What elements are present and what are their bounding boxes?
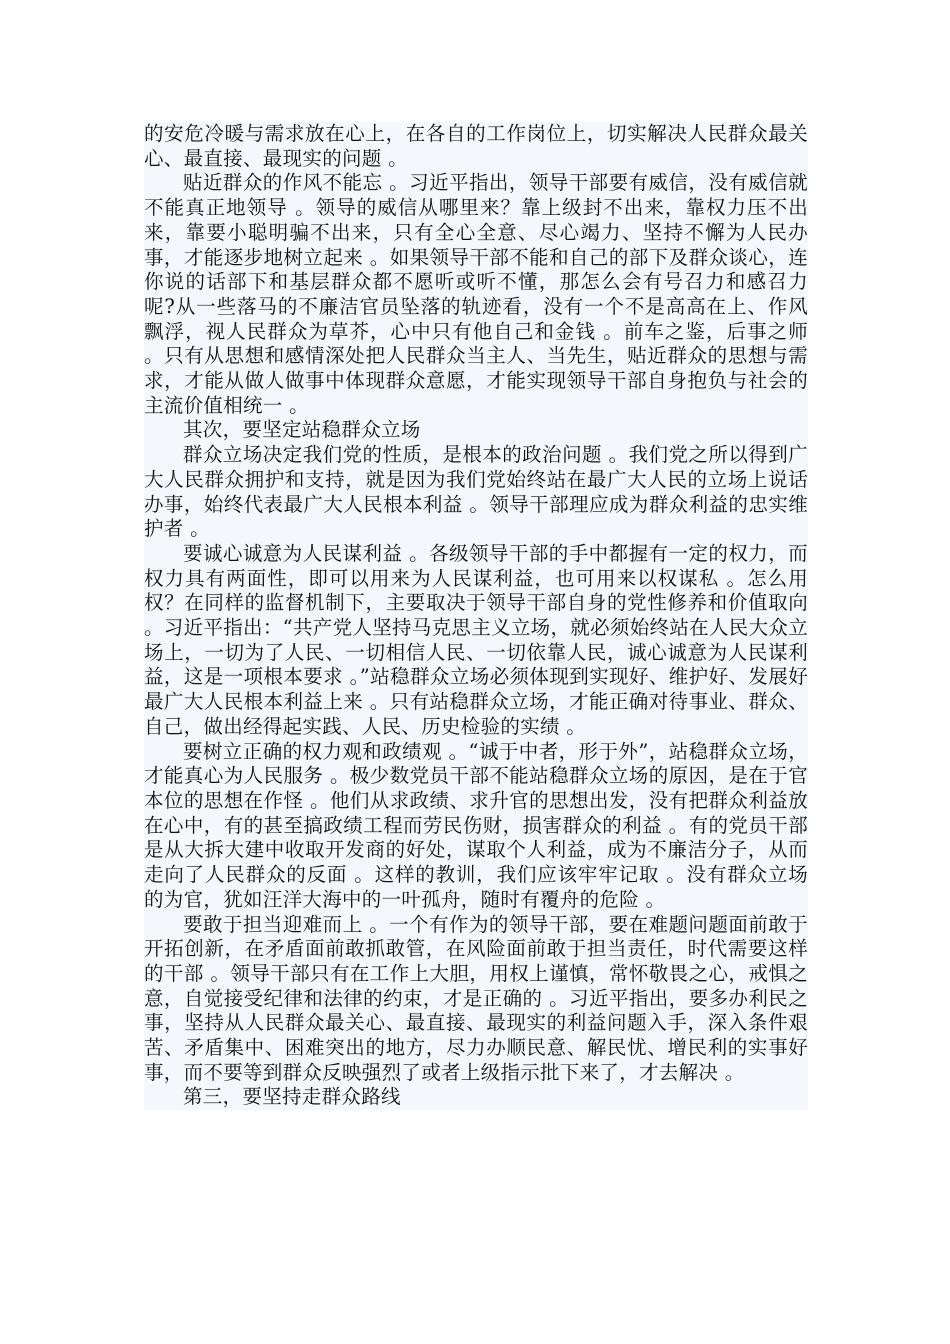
paragraph-5: 要树立正确的权力观和政绩观 。“诚于中者，形于外”，站稳群众立场，才能真心为人民服务 。极少数党员干部不能站稳群众立场的原因，是在于官本位的思想在作怪 。他们从求政绩、求升官的思想出发，没有把群众利益放在心中，有的甚至搞政绩工程而劳民伤财，损害群众的利益 。有的党员干部是从大拆大建中收取开发商的好处，谋取个人利益，成为不廉洁分子，从而走向了人民群众的反面 。这样的教训，我们应该牢牢记取 。没有群众立场的为官，犹如汪洋大海中的一叶孤舟，随时有覆舟的危险 。 xyxy=(144,739,808,911)
document-body xyxy=(144,122,808,1110)
paragraph-2: 贴近群众的作风不能忘 。习近平指出，领导干部要有威信，没有威信就不能真正地领导 。领导的威信从哪里来？靠上级封不出来，靠权力压不出来，靠要小聪明骗不出来，只有全心全意、尽心竭力、坚持不懈为人民办事，才能逐步地树立起来 。如果领导干部不能和自己的部下及群众谈心，连你说的话部下和基层群众都不愿听或听不懂，那怎么会有号召力和感召力呢?从一些落马的不廉洁官员坠落的轨迹看，没有一个不是高高在上、作风飘浮，视人民群众为草芥，心中只有他自己和金钱 。前车之鉴，后事之师 。只有从思想和感情深处把人民群众当主人、当先生，贴近群众的思想与需求，才能从做人做事中体现群众意愿，才能实现领导干部自身抱负与社会的主流价值相统一 。 xyxy=(144,171,808,417)
paragraph-4: 要诚心诚意为人民谋利益 。各级领导干部的手中都握有一定的权力，而权力具有两面性，即可以用来为人民谋利益，也可用来以权谋私 。怎么用权？在同样的监督机制下，主要取决于领导干部自身的党性修养和价值取向 。习近平指出：“共产党人坚持马克思主义立场，就必须始终站在人民大众立场上，一切为了人民、一切相信人民、一切依靠人民，诚心诚意为人民谋利益，这是一项根本要求 。”站稳群众立场必须体现到实现好、维护好、发展好最广大人民根本利益上来 。只有站稳群众立场，才能正确对待事业、群众、自己，做出经得起实践、人民、历史检验的实绩 。 xyxy=(144,541,808,738)
paragraph-1: 的安危冷暖与需求放在心上，在各自的工作岗位上，切实解决人民群众最关心、最直接、最现实的问题 。 xyxy=(144,122,808,170)
section-heading-2: 其次，要坚定站稳群众立场 xyxy=(183,418,421,442)
section-heading-3: 第三，要坚持走群众路线 xyxy=(183,1085,401,1109)
paragraph-3: 群众立场决定我们党的性质，是根本的政治问题 。我们党之所以得到广大人民群众拥护和支持，就是因为我们党始终站在最广大人民的立场上说话办事，始终代表最广大人民根本利益 。领导干部理应成为群众利益的忠实维护者 。 xyxy=(144,443,808,541)
paragraph-6: 要敢于担当迎难而上 。一个有作为的领导干部，要在难题问题面前敢于开拓创新，在矛盾面前敢抓敢管，在风险面前敢于担当责任，时代需要这样的干部 。领导干部只有在工作上大胆，用权上谨慎，常怀敬畏之心，戒惧之意，自觉接受纪律和法律的约束，才是正确的 。习近平指出，要多办利民之事，坚持从人民群众最关心、最直接、最现实的利益问题入手，深入条件艰苦、矛盾集中、困难突出的地方，尽力办顺民意、解民忧、增民利的实事好事，而不要等到群众反映强烈了或者上级指示批下来了，才去解决 。 xyxy=(144,912,808,1084)
